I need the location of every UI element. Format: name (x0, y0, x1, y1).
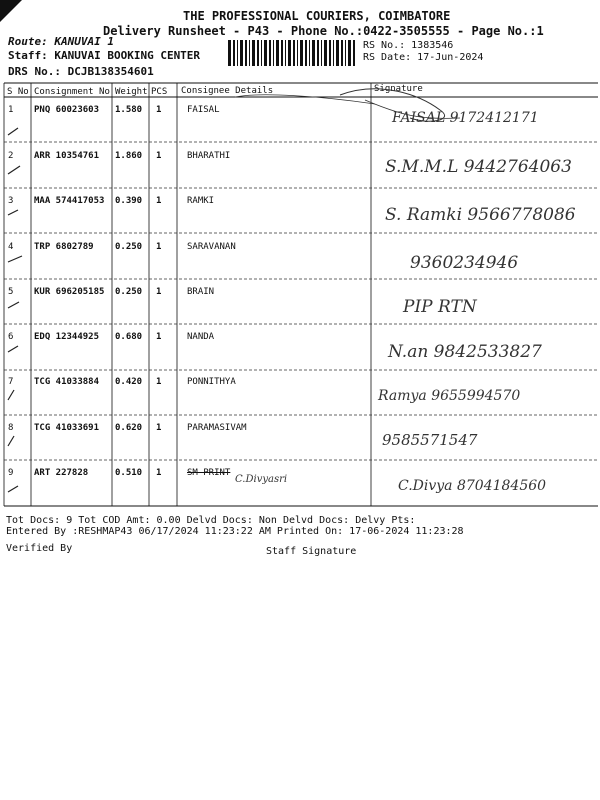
row-consignee: SM PRINT (187, 468, 231, 478)
col-header-signature: Signature (374, 84, 423, 94)
signature-row-7: Ramya 9655994570 (378, 388, 521, 404)
col-header-pcs: PCS (151, 87, 168, 97)
row-sno: 7 (8, 377, 14, 387)
row-weight: 0.680 (115, 332, 143, 342)
row-sno: 8 (8, 423, 14, 433)
row-pcs: 1 (156, 468, 162, 478)
signature-row-8: 9585571547 (382, 431, 478, 449)
row-pcs: 1 (156, 105, 162, 115)
row-consignee: RAMKI (187, 196, 215, 206)
row-consignment: ART 227828 (34, 468, 89, 478)
drs-number: DRS No.: DCJB138354601 (8, 65, 154, 78)
row-consignment: PNQ 60023603 (34, 105, 100, 115)
row-sno: 2 (8, 151, 14, 161)
row-consignment: TCG 41033884 (34, 377, 100, 387)
row-consignee: PARAMASIVAM (187, 423, 247, 433)
consignee-note-row-9: C.Divyasri (235, 474, 288, 485)
totals-line: Tot Docs: 9 Tot COD Amt: 0.00 Delvd Docs: Non Delvd Docs: Delvy Pts: (6, 515, 416, 526)
row-consignment: ARR 10354761 (34, 151, 100, 161)
row-pcs: 1 (156, 151, 162, 161)
signature-row-2: S.M.M.L 9442764063 (385, 157, 572, 177)
row-consignment: EDQ 12344925 (34, 332, 100, 342)
col-header-consignee: Consignee Details (181, 86, 274, 96)
row-consignment: TCG 41033691 (34, 423, 100, 433)
row-consignee: SARAVANAN (187, 242, 236, 252)
row-pcs: 1 (156, 287, 162, 297)
signature-row-1: FAISAL 9172412171 (392, 110, 539, 126)
route-label: Route: KANUVAI 1 (8, 35, 114, 48)
signature-row-6: N.an 9842533827 (388, 342, 542, 362)
row-consignee: FAISAL (187, 105, 220, 115)
signature-row-5: PIP RTN (403, 297, 477, 317)
col-header-sno: S No (7, 87, 29, 97)
row-sno: 9 (8, 468, 14, 478)
row-weight: 0.250 (115, 242, 143, 252)
staff-label: Staff: KANUVAI BOOKING CENTER (8, 49, 201, 62)
rs-number: RS No.: 1383546 (363, 40, 454, 51)
signature-row-4: 9360234946 (410, 253, 519, 273)
row-weight: 0.620 (115, 423, 143, 433)
row-consignee: BHARATHI (187, 151, 231, 161)
signature-row-9: C.Divya 8704184560 (398, 478, 547, 494)
row-pcs: 1 (156, 377, 162, 387)
row-sno: 4 (8, 242, 14, 252)
row-consignment: KUR 696205185 (34, 287, 105, 297)
signature-row-3: S. Ramki 9566778086 (385, 205, 576, 225)
row-sno: 5 (8, 287, 14, 297)
row-weight: 1.860 (115, 151, 143, 161)
row-pcs: 1 (156, 196, 162, 206)
row-consignee: BRAIN (187, 287, 215, 297)
row-consignee: PONNITHYA (187, 377, 236, 387)
runsheet-title: Delivery Runsheet - P43 - Phone No.:0422-3505555 - Page No.:1 (103, 24, 544, 38)
entered-by-line: Entered By :RESHMAP43 06/17/2024 11:23:22 AM Printed On: 17-06-2024 11:23:28 (6, 526, 464, 537)
row-pcs: 1 (156, 242, 162, 252)
row-consignee: NANDA (187, 332, 215, 342)
row-pcs: 1 (156, 423, 162, 433)
company-title: THE PROFESSIONAL COURIERS, COIMBATORE (183, 9, 451, 23)
row-pcs: 1 (156, 332, 162, 342)
row-sno: 6 (8, 332, 14, 342)
row-consignment: MAA 574417053 (34, 196, 105, 206)
row-consignment: TRP 6802789 (34, 242, 94, 252)
row-sno: 3 (8, 196, 14, 206)
row-weight: 0.250 (115, 287, 143, 297)
rs-date: RS Date: 17-Jun-2024 (363, 52, 484, 63)
col-header-weight: Weight (115, 87, 148, 97)
row-sno: 1 (8, 105, 14, 115)
verified-by-label: Verified By (6, 543, 73, 554)
row-weight: 0.420 (115, 377, 143, 387)
row-weight: 1.580 (115, 105, 143, 115)
staff-signature-label: Staff Signature (266, 546, 357, 557)
row-weight: 0.510 (115, 468, 143, 478)
row-weight: 0.390 (115, 196, 143, 206)
col-header-consignment: Consignment No (34, 87, 110, 97)
